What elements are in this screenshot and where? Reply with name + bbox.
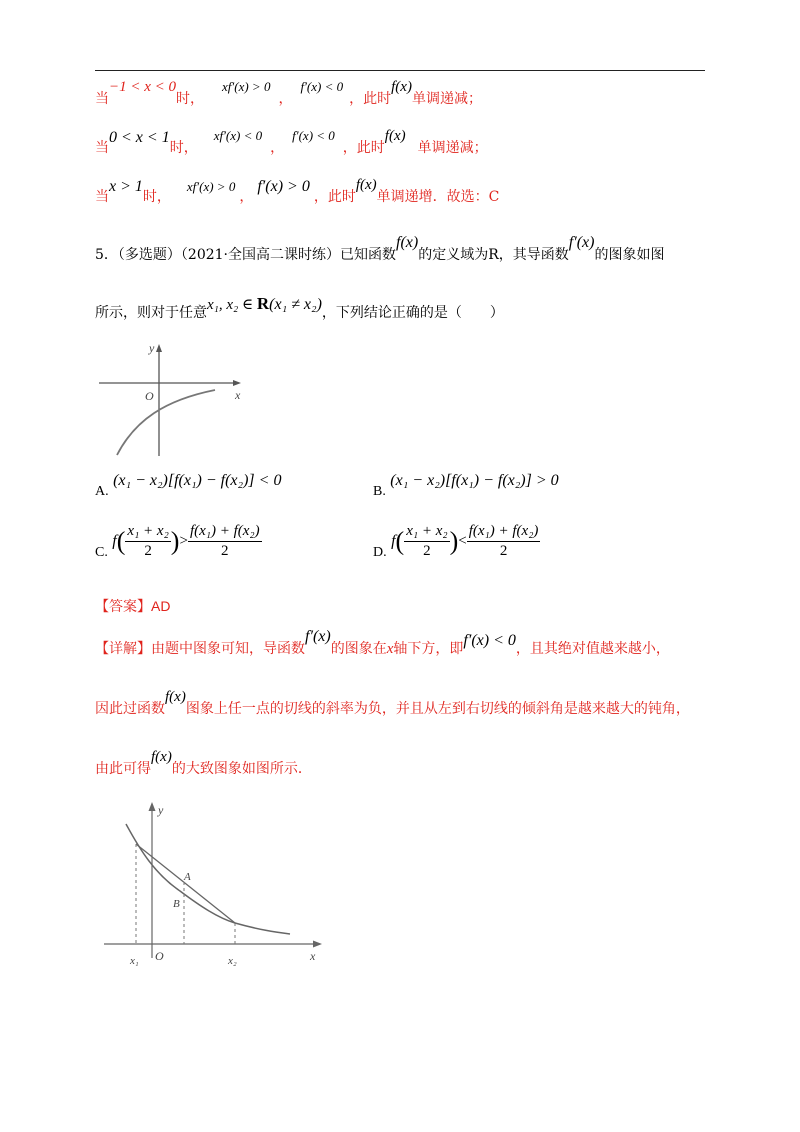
function-curve	[126, 824, 290, 934]
option-c: C. f( $\frac{\text{x₁ + x₂}}{2}$ )> $\frac{\text{f(x₁) + f(x₂)}}{2}$	[95, 523, 260, 560]
question-line-2: 所示，则对于任意x₁, x₂ ∈ R(x₁ ≠ x₂)，下列结论正确的是（ ）	[95, 294, 504, 321]
x-axis-label: x	[310, 949, 316, 963]
y-axis-label: y	[158, 803, 164, 817]
point-a-label: A	[184, 871, 191, 883]
detail-line-1: 【详解】由题中图象可知，导函数f′(x)的图象在x轴下方，即f′(x) < 0，且其绝对值越来越小，	[95, 628, 670, 657]
x1-label: x₁	[130, 955, 139, 967]
derivative-graph-figure	[95, 340, 255, 460]
answer-line: 【答案】AD	[95, 598, 171, 615]
y-axis-arrow	[149, 802, 156, 811]
detail-line-2: 因此过函数f(x)图象上任一点的切线的斜率为负，并且从左到右切线的倾斜角是越来越大的钝角，	[95, 689, 690, 717]
y-axis-label: y	[149, 341, 155, 355]
x-axis-arrow	[233, 380, 241, 386]
origin-label: O	[155, 949, 164, 963]
question-line-1: 5．（多选题）（2021·全国高二课时练）已知函数f(x)的定义域为R，其导函数f′(x)的图象如图	[95, 234, 665, 263]
x-axis-arrow	[313, 941, 322, 948]
point-b-label: B	[173, 898, 180, 910]
origin-label: O	[145, 389, 154, 403]
prev-line-2: 当0 < x < 1时，xf′(x) < 0，f′(x) < 0，此时f(x)单调递减；	[95, 128, 488, 156]
option-d: D. f( $\frac{\text{x₁ + x₂}}{2}$ )< $\frac{\text{f(x₁) + f(x₂)}}{2}$	[373, 523, 539, 560]
prev-line-1: 当−1 < x < 0时，xf′(x) > 0，f′(x) < 0，此时f(x)单调递减；	[95, 79, 482, 107]
header-rule	[95, 70, 705, 71]
x-axis-label: x	[235, 388, 241, 402]
secant-line	[136, 844, 235, 923]
function-graph-figure	[100, 798, 330, 970]
option-b: B. (x₁ − x₂)[f(x₁) − f(x₂)] > 0	[373, 472, 559, 499]
derivative-curve	[117, 390, 215, 455]
detail-line-3: 由此可得f(x)的大致图象如图所示．	[95, 749, 312, 777]
y-axis-arrow	[156, 344, 162, 352]
option-a: A. (x₁ − x₂)[f(x₁) − f(x₂)] < 0	[95, 472, 282, 499]
x2-label: x₂	[228, 955, 237, 967]
prev-line-3: 当x > 1时，xf′(x) > 0，f′(x) > 0，此时f(x)单调递增．故选：C	[95, 177, 500, 205]
